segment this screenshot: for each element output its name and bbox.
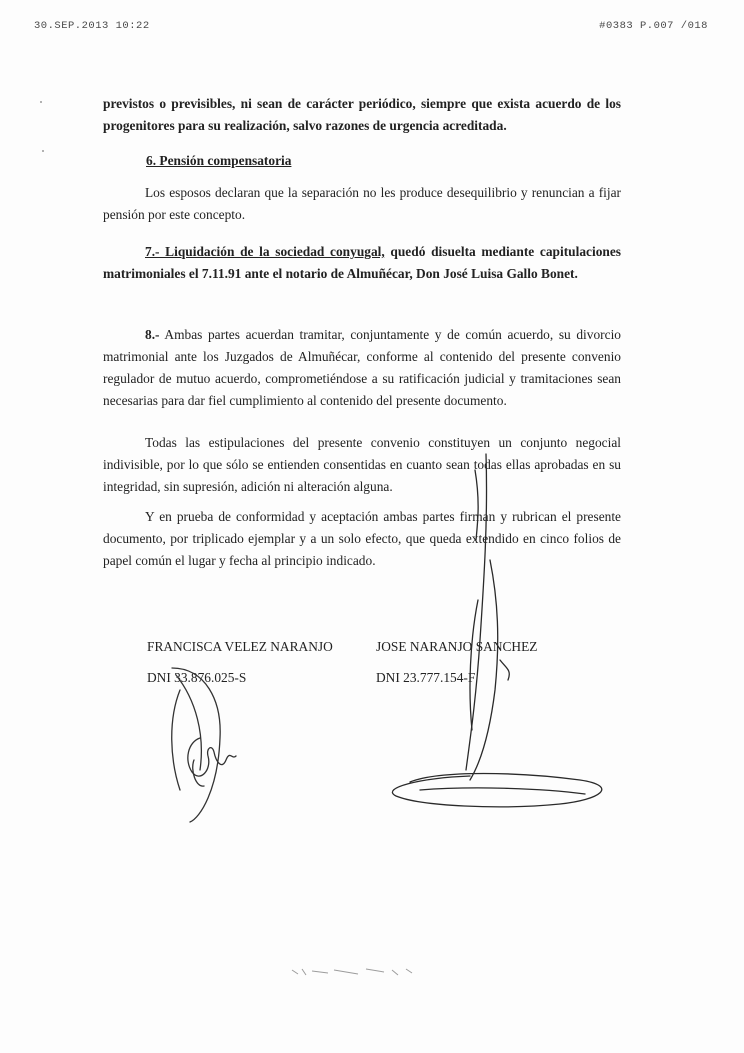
fax-header <box>34 20 708 34</box>
signatory-left-dni: DNI 33.876.025-S <box>147 670 247 685</box>
signature-left-stroke <box>193 760 204 786</box>
faint-stamp-mark <box>288 964 418 980</box>
paragraph-todas-text: Todas las estipulaciones del presente convenio constituyen un conjunto negocial indivisible, por lo que sólo se entienden consentidas en cuanto sean todas ellas aprobadas en su integridad, sin supresión, adición ni alteración alguna. <box>103 435 621 494</box>
signature-left-stroke <box>172 668 220 822</box>
paragraph-liquidacion <box>103 241 621 285</box>
clause-number-8: 8.- <box>145 327 160 342</box>
paragraph-prueba-text: Y en prueba de conformidad y aceptación ambas partes firman y rubrican el presente documento, por triplicado ejemplar y a un solo efecto, que queda extendido en cinco folios de papel común el lugar y fecha al principio indicado. <box>103 509 621 568</box>
signatory-left-name: FRANCISCA VELEZ NARANJO <box>147 639 333 654</box>
heading-pension-compensatoria <box>146 150 291 172</box>
signature-left-stroke <box>176 675 201 770</box>
signature-right-stroke <box>420 788 585 794</box>
fax-timestamp: 30.SEP.2013 10:22 <box>34 20 150 32</box>
signature-right-stroke <box>470 600 478 730</box>
signature-left-stroke <box>172 690 180 790</box>
signature-left-stroke <box>188 738 236 776</box>
signature-right-stroke <box>466 454 487 770</box>
paragraph-previstos-text: previstos o previsibles, ni sean de carácter periódico, siempre que exista acuerdo de los progenitores para su realización, salvo razones de urgencia acreditada. <box>103 96 621 133</box>
paragraph-octavo-text: Ambas partes acuerdan tramitar, conjuntamente y de común acuerdo, su divorcio matrimonial ante los Juzgados de Almuñécar, conforme al contenido del presente convenio regulador de mutuo acuerdo, comprometiéndose a su ratificación judicial y tramitaciones sean necesarias para dar fiel cumplimiento al contenido del presente documento. <box>103 327 621 408</box>
scan-speck <box>40 101 42 103</box>
signatory-right-name: JOSE NARANJO SANCHEZ <box>376 639 538 654</box>
paragraph-liquidacion-body <box>103 241 621 285</box>
paragraph-todas <box>103 432 621 498</box>
signature-right-stroke <box>392 774 601 807</box>
paragraph-esposos-text: Los esposos declaran que la separación no les produce desequilibrio y renuncian a fijar pensión por este concepto. <box>103 185 621 222</box>
signature-left <box>172 668 236 822</box>
paragraph-prueba <box>103 506 621 572</box>
heading-pension-text: 6. Pensión compensatoria <box>146 153 292 168</box>
paragraph-previstos <box>103 93 621 137</box>
paragraph-octavo <box>103 324 621 412</box>
signature-right-stroke <box>500 660 509 680</box>
heading-liquidacion: 7.- Liquidación de la sociedad conyugal, <box>145 244 385 259</box>
paragraph-octavo-body <box>103 324 621 412</box>
scan-speck <box>42 150 44 152</box>
signatory-right-dni: DNI 23.777.154-F <box>376 670 476 685</box>
paragraph-liquidacion-text: quedó disuelta mediante capitulaciones matrimoniales el 7.11.91 ante el notario de Almuñécar, Don José Luisa Gallo Bonet. <box>103 244 621 281</box>
paragraph-esposos <box>103 182 621 226</box>
fax-page-counter: #0383 P.007 /018 <box>599 20 708 32</box>
